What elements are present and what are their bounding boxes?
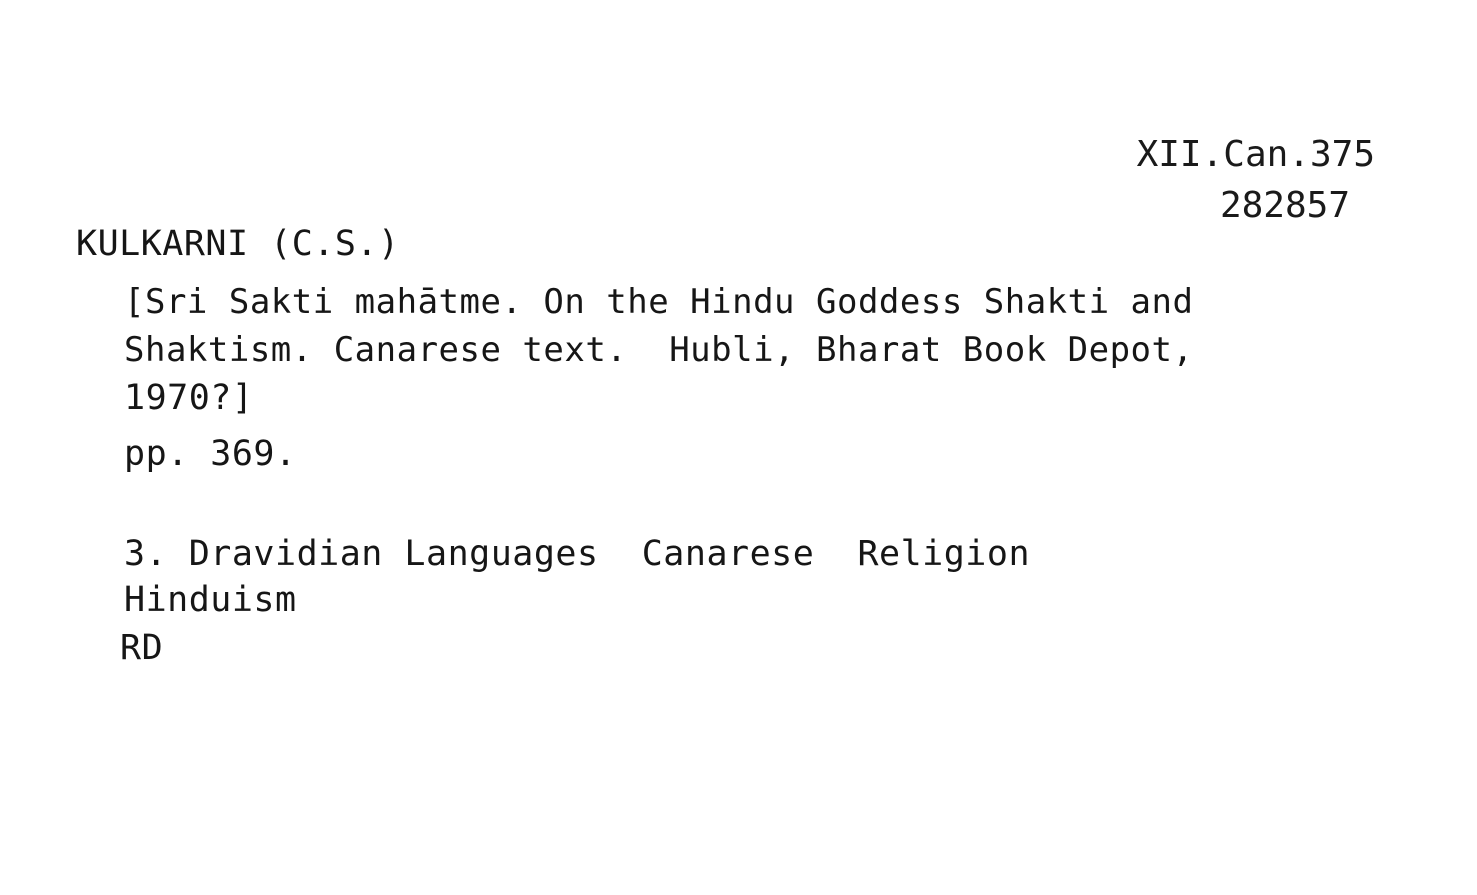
title-line-1: [Sri Sakti mahātme. On the Hindu Goddess Shakti and	[124, 282, 1194, 322]
pagination: pp. 369.	[124, 434, 297, 474]
title-line-3: 1970?]	[124, 378, 254, 418]
shelfmark: XII.Can.375	[1136, 134, 1375, 175]
subject-hinduism: Hinduism	[124, 580, 297, 620]
accession-number: 282857	[1219, 185, 1350, 226]
subject-headings: 3. Dravidian Languages Canarese Religion	[124, 534, 1031, 574]
title-line-2: Shaktism. Canarese text. Hubli, Bharat Book Depot,	[124, 330, 1194, 370]
cataloguer-initials: RD	[120, 628, 164, 668]
author-heading: KULKARNI (C.S.)	[76, 224, 400, 264]
